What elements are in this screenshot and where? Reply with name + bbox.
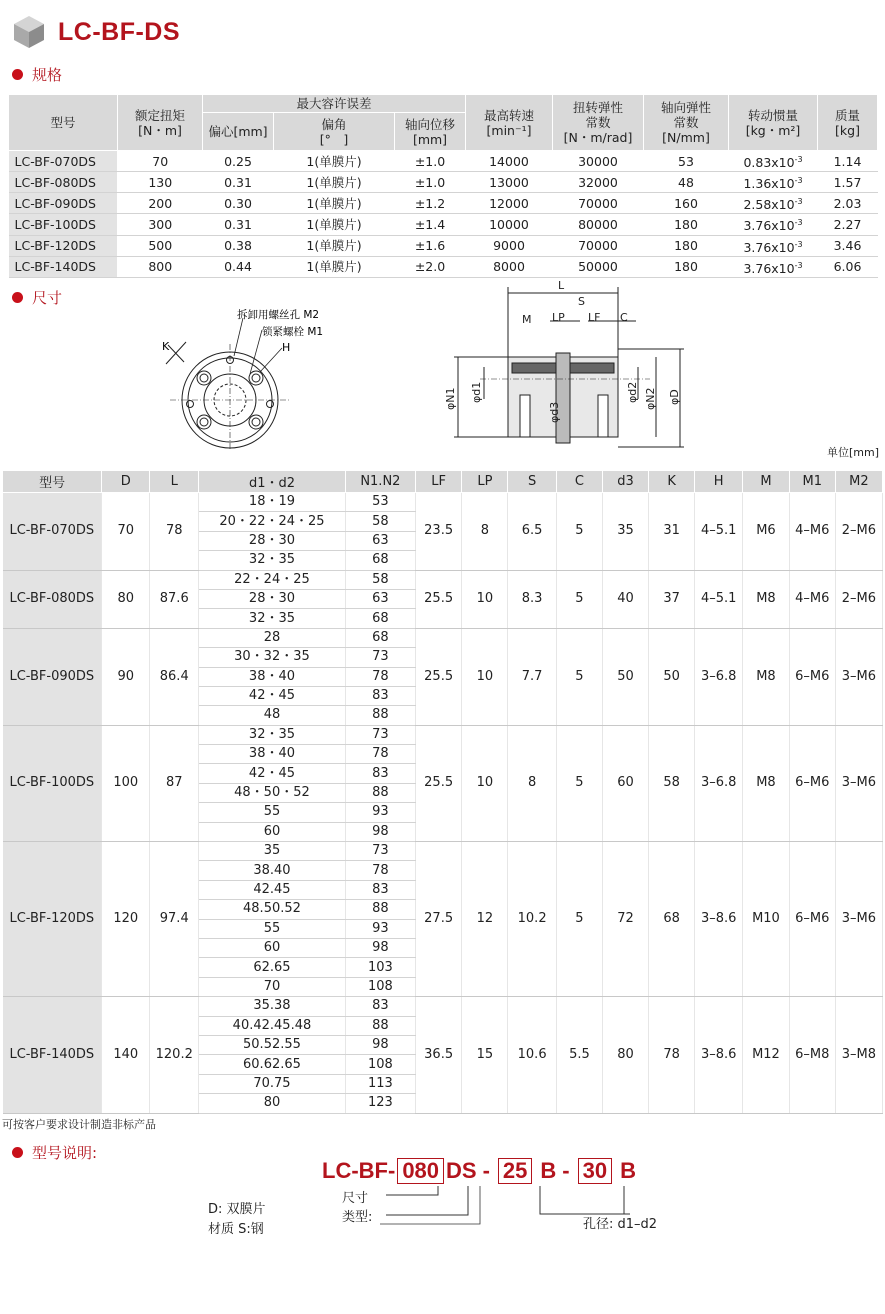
spec-cell: $3.76x10^{-3}$ <box>729 235 818 256</box>
dim-cell-lp: 15 <box>462 997 508 1113</box>
dim-cell-h: 3–8.6 <box>695 997 743 1113</box>
dim-cell-d3: 50 <box>603 628 649 725</box>
spec-cell: 180 <box>644 256 729 277</box>
spec-cell: $2.58x10^{-3}$ <box>729 193 818 214</box>
spec-cell: 1(单膜片) <box>274 214 395 235</box>
dim-cell-h: 3–6.8 <box>695 725 743 841</box>
spec-h-astiff: 轴向弹性 常数 [N/mm] <box>644 95 729 151</box>
dim-bore-cell: 22・24・25 <box>199 570 346 589</box>
spec-cell: 180 <box>644 214 729 235</box>
spec-table <box>8 94 878 278</box>
dim-cell-lf: 27.5 <box>415 842 461 997</box>
dim-cell-l: 87 <box>150 725 199 841</box>
spec-cell: 300 <box>118 214 203 235</box>
dim-cell-m: M10 <box>743 842 789 997</box>
dim-n-cell: 98 <box>345 938 415 957</box>
dim-header-cell: K <box>649 471 695 493</box>
dim-bore-cell: 42.45 <box>199 880 346 899</box>
dim-h-label: H <box>282 341 291 354</box>
dim-cell-d3: 72 <box>603 842 649 997</box>
dim-cell-lf: 25.5 <box>415 570 461 628</box>
spec-cell: 0.31 <box>203 172 274 193</box>
dim-bore-cell: 32・35 <box>199 609 346 628</box>
dim-bore-cell: 55 <box>199 919 346 938</box>
spec-cell: ±1.0 <box>395 151 466 172</box>
spec-row <box>9 193 878 214</box>
size-label: 尺寸 <box>342 1191 369 1206</box>
dim-n-cell: 123 <box>345 1094 415 1113</box>
spec-model-cell: LC-BF-120DS <box>9 235 118 256</box>
dim-n-cell: 78 <box>345 667 415 686</box>
custom-note: 可按客户要求设计制造非标产品 <box>2 1118 156 1131</box>
spec-cell: ±1.0 <box>395 172 466 193</box>
dim-cell-c: 5 <box>556 725 602 841</box>
dim-cell-s: 8.3 <box>508 570 556 628</box>
dim-bore-cell: 60 <box>199 938 346 957</box>
dim-cell-lf: 23.5 <box>415 493 461 571</box>
dim-cell-m: M12 <box>743 997 789 1113</box>
dim-bore-cell: 60.62.65 <box>199 1055 346 1074</box>
section-spec-label: 规格 <box>32 66 63 84</box>
dim-row <box>3 570 883 589</box>
spec-cell: 130 <box>118 172 203 193</box>
dim-cell-d3: 60 <box>603 725 649 841</box>
section-dim <box>12 287 62 308</box>
dim-header-cell: N1.N2 <box>345 471 415 493</box>
spec-cell: 0.44 <box>203 256 274 277</box>
dim-bore-cell: 60 <box>199 822 346 841</box>
dim-cell-lf: 36.5 <box>415 997 461 1113</box>
spec-h-axial: 轴向位移 [mm] <box>395 113 466 151</box>
dim-lf-label: LF <box>588 311 601 324</box>
spec-cell: 80000 <box>553 214 644 235</box>
dim-cell-k: 50 <box>649 628 695 725</box>
section-model <box>12 1142 97 1163</box>
dim-cell-d: 100 <box>102 725 150 841</box>
dim-cell-k: 31 <box>649 493 695 571</box>
dim-bore-cell: 48.50.52 <box>199 900 346 919</box>
spec-cell: $0.83x10^{-3}$ <box>729 151 818 172</box>
dim-model-cell: LC-BF-080DS <box>3 570 102 628</box>
type-label: 类型: <box>342 1210 373 1225</box>
spec-cell: 1.14 <box>818 151 878 172</box>
dim-n-cell: 63 <box>345 589 415 608</box>
section-model-label: 型号说明: <box>32 1144 98 1162</box>
material-label: 材质 S:钢 <box>208 1222 264 1237</box>
dim-m-label: M <box>522 313 532 326</box>
dim-n-cell: 108 <box>345 977 415 996</box>
bullet-icon <box>12 292 23 303</box>
dim-cell-c: 5 <box>556 570 602 628</box>
spec-cell: 9000 <box>466 235 553 256</box>
spec-cell: 180 <box>644 235 729 256</box>
dim-bore-cell: 30・32・35 <box>199 648 346 667</box>
dim-cell-lp: 8 <box>462 493 508 571</box>
dim-header-cell: D <box>102 471 150 493</box>
dim-cell-c: 5 <box>556 628 602 725</box>
d-label: D: 双膜片 <box>208 1202 266 1217</box>
dim-bore-cell: 38・40 <box>199 667 346 686</box>
spec-cell: 2.27 <box>818 214 878 235</box>
spec-cell: $3.76x10^{-3}$ <box>729 256 818 277</box>
spec-model-cell: LC-BF-070DS <box>9 151 118 172</box>
spec-row <box>9 214 878 235</box>
spec-cell: 1(单膜片) <box>274 193 395 214</box>
dim-cell-h: 4–5.1 <box>695 570 743 628</box>
code-dash-1: - <box>482 1158 490 1183</box>
dim-bore-cell: 40.42.45.48 <box>199 1016 346 1035</box>
spec-cell: 32000 <box>553 172 644 193</box>
dim-n-cell: 58 <box>345 512 415 531</box>
dim-n-cell: 68 <box>345 609 415 628</box>
dim-cell-m: M6 <box>743 493 789 571</box>
dim-row <box>3 628 883 647</box>
spec-cell: 53 <box>644 151 729 172</box>
spec-cell: ±1.6 <box>395 235 466 256</box>
dim-n-cell: 113 <box>345 1074 415 1093</box>
spec-cell: $3.76x10^{-3}$ <box>729 214 818 235</box>
dim-header-cell: M2 <box>835 471 882 493</box>
dim-cell-k: 58 <box>649 725 695 841</box>
dim-cell-l: 97.4 <box>150 842 199 997</box>
spec-cell: ±2.0 <box>395 256 466 277</box>
dim-header-cell: LP <box>462 471 508 493</box>
spec-h-angle: 偏角 [° ] <box>274 113 395 151</box>
dim-header-cell: 型号 <box>3 471 102 493</box>
spec-cell: 70 <box>118 151 203 172</box>
dim-header-cell: LF <box>415 471 461 493</box>
dim-row <box>3 725 883 744</box>
dim-cell-k: 68 <box>649 842 695 997</box>
dim-model-cell: LC-BF-140DS <box>3 997 102 1113</box>
dim-s-label: S <box>578 295 585 308</box>
dim-cell-m: M8 <box>743 725 789 841</box>
dim-d2-label: φd2 <box>626 381 639 403</box>
dim-cell-m2: 3–M8 <box>835 997 882 1113</box>
spec-h-speed: 最高转速 [min⁻¹] <box>466 95 553 151</box>
spec-row <box>9 151 878 172</box>
dim-cell-d3: 80 <box>603 997 649 1113</box>
spec-model-cell: LC-BF-100DS <box>9 214 118 235</box>
spec-cell: 200 <box>118 193 203 214</box>
spec-cell: 3.46 <box>818 235 878 256</box>
dim-n-cell: 108 <box>345 1055 415 1074</box>
dim-bore-cell: 32・35 <box>199 725 346 744</box>
dim-cell-m1: 4–M6 <box>789 493 835 571</box>
dim-n-cell: 83 <box>345 997 415 1016</box>
dim-bore-cell: 32・35 <box>199 551 346 570</box>
spec-cell: 0.30 <box>203 193 274 214</box>
spec-cell: 500 <box>118 235 203 256</box>
spec-h-ecc: 偏心[mm] <box>203 113 274 151</box>
label-m1: 锁紧螺栓 M1 <box>262 326 324 338</box>
dim-cell-c: 5 <box>556 842 602 997</box>
dim-model-cell: LC-BF-090DS <box>3 628 102 725</box>
dim-n-cell: 93 <box>345 803 415 822</box>
dim-cell-lf: 25.5 <box>415 628 461 725</box>
dim-cell-k: 78 <box>649 997 695 1113</box>
dim-cell-m2: 2–M6 <box>835 493 882 571</box>
dim-bore-cell: 70 <box>199 977 346 996</box>
spec-cell: 0.31 <box>203 214 274 235</box>
dim-cell-s: 7.7 <box>508 628 556 725</box>
dim-cell-c: 5 <box>556 493 602 571</box>
spec-h-tolerance: 最大容许误差 <box>203 95 466 113</box>
dim-cell-m1: 4–M6 <box>789 570 835 628</box>
spec-cell: 1(单膜片) <box>274 172 395 193</box>
spec-cell: 6.06 <box>818 256 878 277</box>
spec-h-torque: 额定扭矩 [N・m] <box>118 95 203 151</box>
dim-n-cell: 88 <box>345 1016 415 1035</box>
side-view-drawing <box>440 275 690 455</box>
dim-cell-m2: 3–M6 <box>835 842 882 997</box>
spec-model-cell: LC-BF-140DS <box>9 256 118 277</box>
dim-n-cell: 63 <box>345 531 415 550</box>
dim-row <box>3 997 883 1016</box>
dim-header-cell: C <box>556 471 602 493</box>
spec-h-mass: 质量 [kg] <box>818 95 878 151</box>
cube-icon <box>12 14 46 50</box>
spec-row <box>9 235 878 256</box>
dim-n-cell: 58 <box>345 570 415 589</box>
dim-header-cell: M <box>743 471 789 493</box>
dim-cell-d: 70 <box>102 493 150 571</box>
spec-cell: 13000 <box>466 172 553 193</box>
dim-d3-label: φd3 <box>548 401 561 423</box>
dim-n-cell: 73 <box>345 725 415 744</box>
spec-cell: 160 <box>644 193 729 214</box>
dim-n-cell: 98 <box>345 822 415 841</box>
dim-bore-cell: 62.65 <box>199 958 346 977</box>
dim-cell-h: 3–8.6 <box>695 842 743 997</box>
dim-row <box>3 842 883 861</box>
dim-bore-cell: 80 <box>199 1094 346 1113</box>
dimension-table <box>2 470 883 1114</box>
spec-cell: 2.03 <box>818 193 878 214</box>
spec-cell: ±1.4 <box>395 214 466 235</box>
dim-n1-label: φN1 <box>444 387 457 410</box>
dim-c-label: C <box>620 311 628 324</box>
dim-bore-cell: 28・30 <box>199 589 346 608</box>
spec-cell: $1.36x10^{-3}$ <box>729 172 818 193</box>
spec-row <box>9 172 878 193</box>
spec-model-cell: LC-BF-080DS <box>9 172 118 193</box>
model-code <box>322 1158 636 1184</box>
dim-cell-lp: 12 <box>462 842 508 997</box>
dim-header-cell: L <box>150 471 199 493</box>
spec-cell: ±1.2 <box>395 193 466 214</box>
dim-bore-cell: 42・45 <box>199 686 346 705</box>
dim-n-cell: 83 <box>345 880 415 899</box>
front-view-drawing <box>140 300 350 450</box>
dim-n-cell: 103 <box>345 958 415 977</box>
dim-bore-cell: 35.38 <box>199 997 346 1016</box>
spec-cell: 50000 <box>553 256 644 277</box>
section-spec <box>12 64 62 85</box>
dim-cell-l: 87.6 <box>150 570 199 628</box>
dim-cell-m: M8 <box>743 628 789 725</box>
bullet-icon <box>12 1147 23 1158</box>
dim-cell-d: 80 <box>102 570 150 628</box>
dim-cell-d3: 35 <box>603 493 649 571</box>
spec-h-inertia: 转动惯量 [kg・m²] <box>729 95 818 151</box>
dim-header-cell: d1・d2 <box>199 471 346 493</box>
dim-bore-cell: 38・40 <box>199 745 346 764</box>
dim-d-label: φD <box>668 389 681 405</box>
page-title: LC-BF-DS <box>58 17 181 46</box>
dim-cell-h: 3–6.8 <box>695 628 743 725</box>
dim-cell-l: 78 <box>150 493 199 571</box>
dim-cell-h: 4–5.1 <box>695 493 743 571</box>
dim-cell-d3: 40 <box>603 570 649 628</box>
dim-cell-lp: 10 <box>462 628 508 725</box>
dim-cell-m1: 6–M6 <box>789 725 835 841</box>
dim-n-cell: 83 <box>345 764 415 783</box>
code-d1: 25 <box>498 1158 532 1184</box>
dim-bore-cell: 48 <box>199 706 346 725</box>
dim-cell-m2: 3–M6 <box>835 628 882 725</box>
dim-bore-cell: 20・22・24・25 <box>199 512 346 531</box>
code-prefix: LC-BF- <box>322 1158 396 1183</box>
code-m2: B <box>620 1158 636 1183</box>
dim-bore-cell: 35 <box>199 842 346 861</box>
dim-bore-cell: 18・19 <box>199 493 346 512</box>
unit-label: 单位[mm] <box>826 446 879 459</box>
dim-header-cell: H <box>695 471 743 493</box>
dim-cell-lf: 25.5 <box>415 725 461 841</box>
dim-cell-m1: 6–M8 <box>789 997 835 1113</box>
spec-cell: 0.25 <box>203 151 274 172</box>
code-d2: 30 <box>578 1158 612 1184</box>
code-type: DS <box>446 1158 477 1183</box>
dim-cell-m2: 2–M6 <box>835 570 882 628</box>
dim-n-cell: 68 <box>345 628 415 647</box>
dim-d1-label: φd1 <box>470 381 483 403</box>
dim-cell-l: 120.2 <box>150 997 199 1113</box>
spec-cell: 1.57 <box>818 172 878 193</box>
dim-n-cell: 68 <box>345 551 415 570</box>
bore-label: 孔径: d1–d2 <box>583 1217 658 1232</box>
dim-bore-cell: 70.75 <box>199 1074 346 1093</box>
dim-cell-d: 90 <box>102 628 150 725</box>
spec-h-tstiff: 扭转弹性 常数 [N・m/rad] <box>553 95 644 151</box>
dim-n-cell: 88 <box>345 900 415 919</box>
dim-cell-s: 8 <box>508 725 556 841</box>
section-dim-label: 尺寸 <box>32 289 63 307</box>
dim-n-cell: 98 <box>345 1035 415 1054</box>
dim-n-cell: 78 <box>345 861 415 880</box>
dim-k-label: K <box>162 340 170 353</box>
dim-n-cell: 53 <box>345 493 415 512</box>
spec-model-cell: LC-BF-090DS <box>9 193 118 214</box>
dim-n-cell: 73 <box>345 842 415 861</box>
dim-n2-label: φN2 <box>644 387 657 410</box>
spec-cell: 70000 <box>553 235 644 256</box>
dim-cell-k: 37 <box>649 570 695 628</box>
dim-bore-cell: 55 <box>199 803 346 822</box>
dim-cell-m2: 3–M6 <box>835 725 882 841</box>
spec-cell: 8000 <box>466 256 553 277</box>
dim-cell-s: 6.5 <box>508 493 556 571</box>
spec-h-model: 型号 <box>9 95 118 151</box>
dim-model-cell: LC-BF-070DS <box>3 493 102 571</box>
dim-cell-d: 140 <box>102 997 150 1113</box>
code-m1: B <box>540 1158 557 1183</box>
spec-cell: 1(单膜片) <box>274 151 395 172</box>
spec-cell: 30000 <box>553 151 644 172</box>
spec-cell: 0.38 <box>203 235 274 256</box>
dim-n-cell: 83 <box>345 686 415 705</box>
dim-n-cell: 88 <box>345 783 415 802</box>
code-size: 080 <box>397 1158 444 1184</box>
spec-cell: 48 <box>644 172 729 193</box>
dim-cell-m1: 6–M6 <box>789 628 835 725</box>
dim-lp-label: LP <box>552 311 565 324</box>
dim-cell-s: 10.6 <box>508 997 556 1113</box>
dim-n-cell: 93 <box>345 919 415 938</box>
spec-cell: 10000 <box>466 214 553 235</box>
dim-bore-cell: 48・50・52 <box>199 783 346 802</box>
code-dash-2: - <box>562 1158 570 1183</box>
dim-n-cell: 88 <box>345 706 415 725</box>
dim-cell-lp: 10 <box>462 570 508 628</box>
dim-l-label: L <box>558 279 565 292</box>
dim-cell-m: M8 <box>743 570 789 628</box>
dim-header-cell: d3 <box>603 471 649 493</box>
dim-cell-l: 86.4 <box>150 628 199 725</box>
bullet-icon <box>12 69 23 80</box>
dim-n-cell: 78 <box>345 745 415 764</box>
dim-header-cell: S <box>508 471 556 493</box>
dim-cell-lp: 10 <box>462 725 508 841</box>
dim-cell-d: 120 <box>102 842 150 997</box>
dim-bore-cell: 42・45 <box>199 764 346 783</box>
spec-cell: 800 <box>118 256 203 277</box>
dim-cell-m1: 6–M6 <box>789 842 835 997</box>
dim-header-cell: M1 <box>789 471 835 493</box>
dim-model-cell: LC-BF-100DS <box>3 725 102 841</box>
dim-n-cell: 73 <box>345 648 415 667</box>
dim-cell-s: 10.2 <box>508 842 556 997</box>
dim-bore-cell: 50.52.55 <box>199 1035 346 1054</box>
dim-model-cell: LC-BF-120DS <box>3 842 102 997</box>
spec-cell: 14000 <box>466 151 553 172</box>
dim-cell-c: 5.5 <box>556 997 602 1113</box>
dim-bore-cell: 28 <box>199 628 346 647</box>
title-row <box>12 12 180 52</box>
spec-cell: 70000 <box>553 193 644 214</box>
spec-cell: 1(单膜片) <box>274 235 395 256</box>
spec-cell: 12000 <box>466 193 553 214</box>
dim-bore-cell: 28・30 <box>199 531 346 550</box>
dim-row <box>3 493 883 512</box>
spec-cell: 1(单膜片) <box>274 256 395 277</box>
dim-bore-cell: 38.40 <box>199 861 346 880</box>
label-m2: 拆卸用螺丝孔 M2 <box>237 309 320 321</box>
